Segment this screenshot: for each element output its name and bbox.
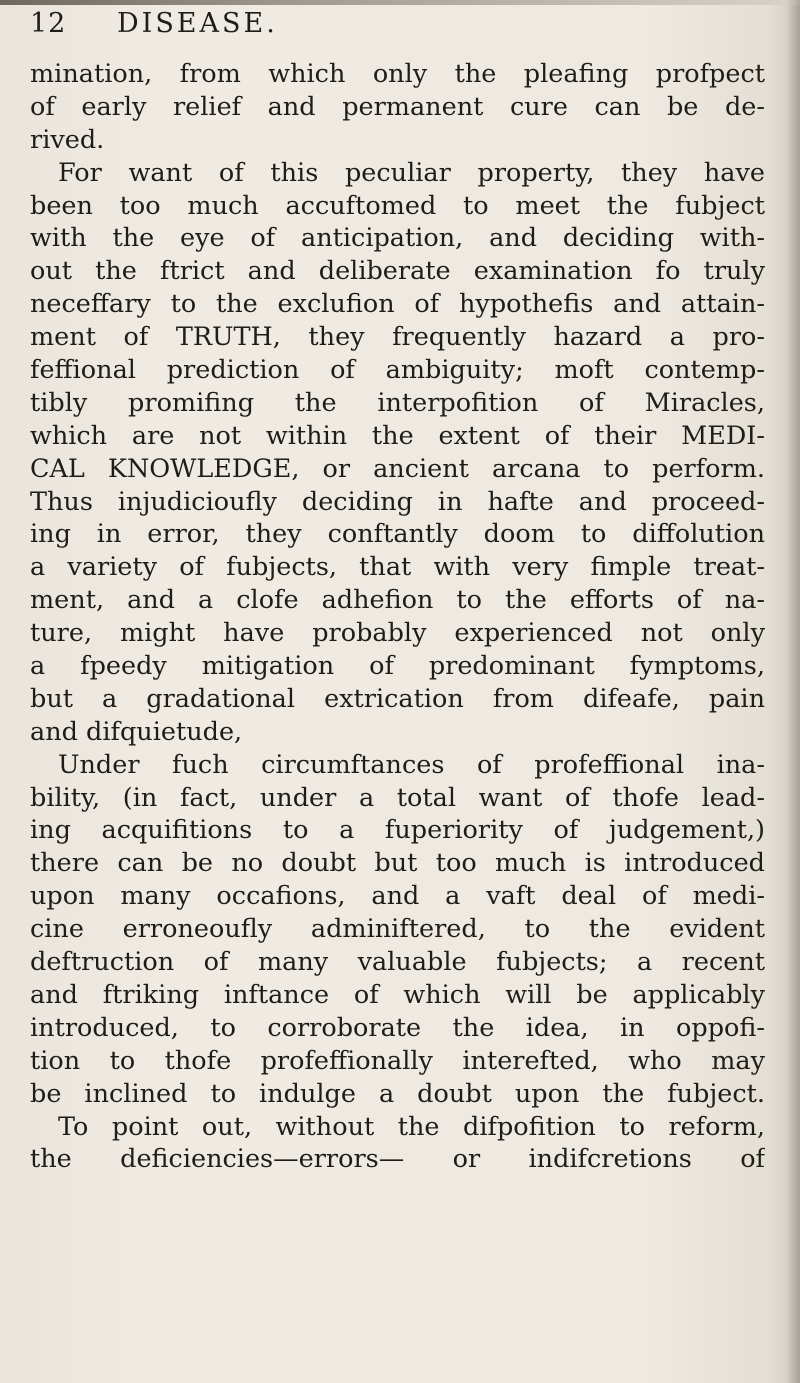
text-line: ment, and a clofe adhefion to the efforts of na- [30,585,765,616]
text-line: Thus injudicioufly deciding in hafte and proceed- [30,486,765,517]
text-line: tion to thofe profeffionally interefted, who may [30,1045,765,1076]
text-line: neceffary to the exclufion of hypothefis and attain- [30,289,765,320]
text-line: of early relief and permanent cure can be de- [30,91,765,122]
page-number: 12 [30,8,67,39]
text-line: For want of this peculiar property, they have [58,157,765,188]
text-line: ture, might have probably experienced not only [30,618,765,649]
text-line: feffional prediction of ambiguity; moft contemp- [30,355,765,386]
page-gutter-shadow [786,0,800,1383]
text-line: and difquietude, [30,716,243,747]
text-line: be inclined to indulge a doubt upon the fubject. [30,1078,765,1109]
text-line: and ftriking inftance of which will be applicably [30,979,765,1010]
text-line: ing acquifitions to a fuperiority of judgement,) [30,815,765,846]
text-line: a variety of fubjects, that with very fimple treat- [30,552,765,583]
text-line: To point out, without the difpofition to reform, [58,1111,765,1142]
text-line: rived. [30,124,105,155]
text-line: CAL KNOWLEDGE, or ancient arcana to perform. [30,453,765,484]
text-line: the deficiencies—errors— or indifcretions of [30,1144,765,1175]
text-line: out the ftrict and deliberate examination fo truly [30,256,765,287]
text-line: Under fuch circumftances of profeffional ina- [58,749,765,780]
text-line: mination, from which only the pleafing profpect [30,59,765,89]
body-text [30,58,765,1176]
text-line: cine erroneoufly adminiftered, to the evident [30,914,765,945]
text-line: ing in error, they conftantly doom to diffolution [30,519,765,550]
text-line: ment of TRUTH, they frequently hazard a pro- [30,322,765,353]
running-title: DISEASE. [117,8,278,39]
page-header [22,8,762,48]
text-line: there can be no doubt but too much is introduced [30,848,765,879]
text-line: a fpeedy mitigation of predominant fymptoms, [30,651,765,682]
text-line: but a gradational extrication from difeafe, pain [30,683,765,714]
page-top-edge [0,0,800,5]
text-line: which are not within the extent of their MEDI- [30,420,765,451]
text-line: deftruction of many valuable fubjects; a recent [30,947,765,978]
text-line: with the eye of anticipation, and deciding with- [30,223,765,254]
text-line: tibly promifing the interpofition of Miracles, [30,387,765,418]
text-line: introduced, to corroborate the idea, in oppofi- [30,1012,765,1043]
text-line: been too much accuftomed to meet the fubject [30,190,765,221]
text-line: upon many occafions, and a vaft deal of medi- [30,881,765,912]
text-line: bility, (in fact, under a total want of thofe lead- [30,782,765,813]
